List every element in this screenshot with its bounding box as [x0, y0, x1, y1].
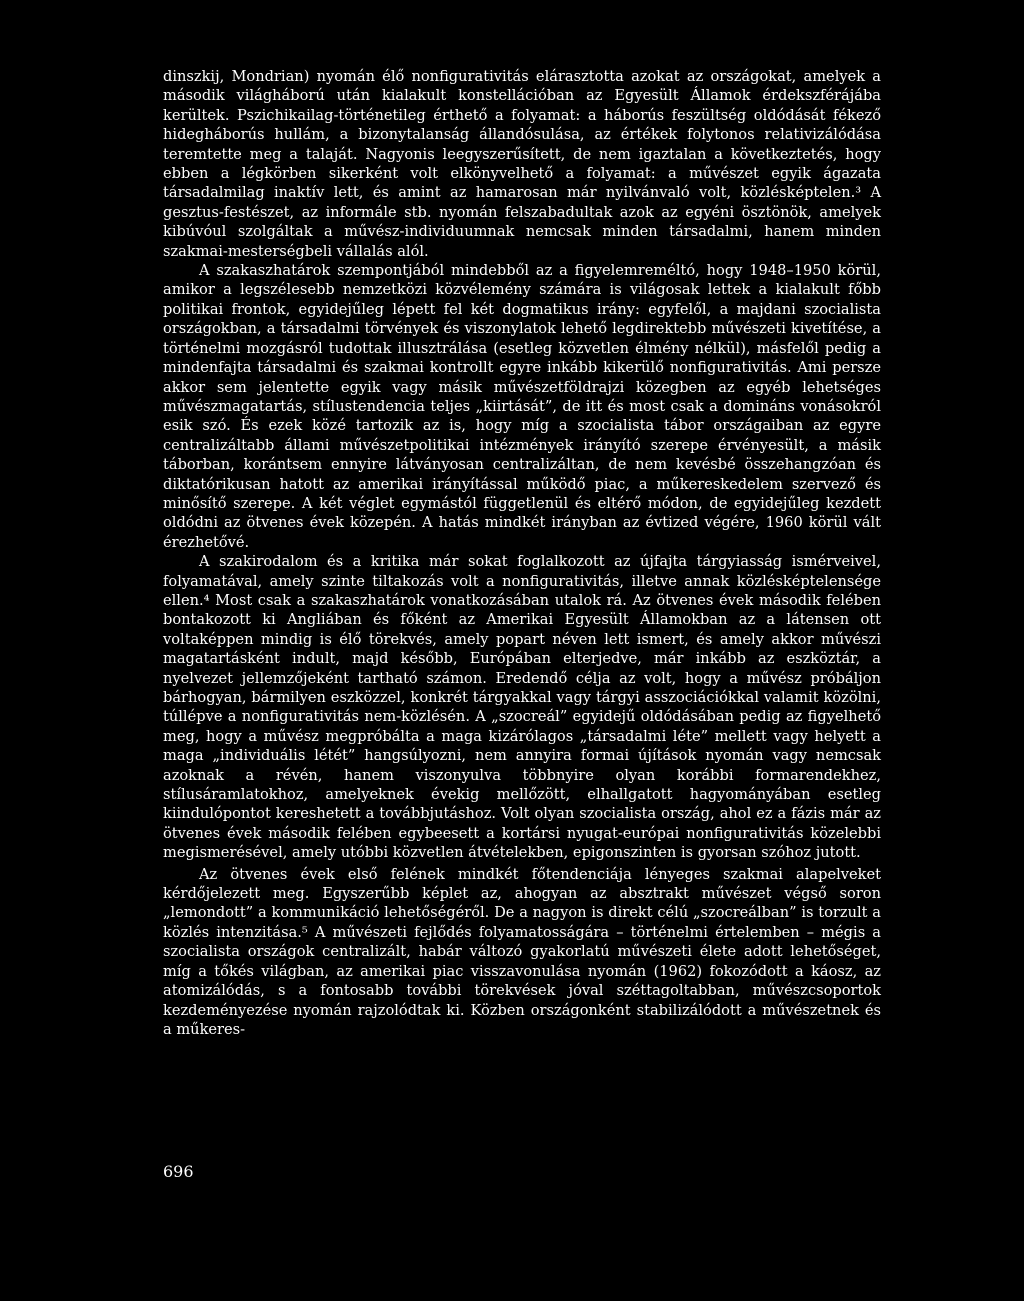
paragraph: dinszkij, Mondrian) nyomán élő nonfigurativitás elárasztotta azokat az országokat, amelyek a második világháború után kialakult konstellációban az Egyesült Államok érdekszférájába kerültek. Pszichikailag-történetileg érthető a folyamat: a háborús feszültség oldódását fékező hidegháborús hullám, a bizonytalanság állandósulása, az értékek folytonos relativizálódása teremtette meg a talaját. Nagyonis leegyszerűsített, de nem igaztalan a következtetés, hogy ebben a légkörben sikerként volt elkönyvelhető a folyamat: a művészet egyik ágazata társadalmilag inaktív lett, és amint az hamarosan már nyilvánvaló volt, közlésképtelen.³ A gesztus-festészet, az informále stb. nyomán felszabadultak azok az egyéni ösztönök, amelyek kibúvóul szolgáltak a művész-individuumnak nemcsak minden társadalmi, hanem minden szakmai-mesterségbeli vállalás alól.: [163, 68, 881, 260]
body-text: [163, 67, 881, 1039]
page-number: 696: [163, 1162, 194, 1181]
paragraph: A szakaszhatárok szempontjából mindebből az a figyelemreméltó, hogy 1948–1950 körül, amikor a legszélesebb nemzetközi közvélemény számára is világosak lettek a kialakult főbb politikai frontok, egyidejűleg lépett fel két dogmatikus irány: egyfelől, a majdani szocialista országokban, a társadalmi törvények és viszonylatok lehető legdirektebb művészeti kivetítése, a történelmi mozgásról tudottak illusztrálása (esetleg közvetlen élmény nélkül), másfelől pedig a mindenfajta társadalmi és szakmai kontrollt egyre inkább kikerülő nonfigurativitás. Ami persze akkor sem jelentette egyik vagy másik művészetföldrajzi közegben az egyéb lehetséges művészmagatartás, stílustendencia teljes „kiirtását”, de itt és most csak a domináns vonásokról esik szó. És ezek közé tartozik az is, hogy míg a szocialista tábor országaiban az egyre centralizáltabb állami művészetpolitikai intézmények irányító szerepe érvényesült, a másik táborban, korántsem ennyire látványosan centralizáltan, de nem kevésbé összehangzóan és diktatórikusan hatott az amerikai irányítással működő piac, a műkereskedelem szervező és minősítő szerepe. A két véglet egymástól függetlenül és eltérő módon, de egyidejűleg kezdett oldódni az ötvenes évek közepén. A hatás mindkét irányban az évtized végére, 1960 körül vált érezhetővé.: [163, 262, 881, 551]
paragraph: Az ötvenes évek első felének mindkét főtendenciája lényeges szakmai alapelveket kérdőjelezett meg. Egyszerűbb képlet az, ahogyan az absztrakt művészet végső soron „lemondott” a kommunikáció lehetőségéről. De a nagyon is direkt célú „szocreálban” is torzult a közlés intenzitása.⁵ A művészeti fejlődés folyamatosságára – történelmi értelemben – mégis a szocialista országok centralizált, habár változó gyakorlatú művészeti élete adott lehetőséget, míg a tőkés világban, az amerikai piac visszavonulása nyomán (1962) fokozódott a káosz, az atomizálódás, s a fontosabb további törekvések jóval széttagoltabban, művészcsoportok kezdeményezése nyomán rajzolódtak ki. Közben országonként stabilizálódott a művészetnek és a műkeres-: [163, 865, 881, 1038]
paragraph: A szakirodalom és a kritika már sokat foglalkozott az újfajta tárgyiasság ismérveivel, folyamatával, amely szinte tiltakozás volt a nonfigurativitás, illetve annak közlésképtelensége ellen.⁴ Most csak a szakaszhatárok vonatkozásában utalok rá. Az ötvenes évek második felében bontakozott ki Angliában és főként az Amerikai Egyesült Államokban az a látensen ott voltaképpen mindig is élő törekvés, amely popart néven lett ismert, és amely akkor művészi magatartásként indult, majd később, Európában elterjedve, már inkább az eszköztár, a nyelvezet jellemzőjeként tartható számon. Eredendő célja az volt, hogy a művész próbáljon bárhogyan, bármilyen eszközzel, konkrét tárgyakkal vagy tárgyi asszociációkkal valamit közölni, túllépve a nonfigurativitás nem-közlésén. A „szocreál” egyidejű oldódásában pedig az figyelhető meg, hogy a művész megpróbálta a maga kizárólagos „társadalmi léte” mellett vagy helyett a maga „individuális létét” hangsúlyozni, nem annyira formai újítások nyomán vagy nemcsak azoknak a révén, hanem viszonyulva többnyire olyan korábbi formarendekhez, stílusáramlatokhoz, amelyeknek évekig mellőzött, elhallgatott hagyományában esetleg kiindulópontot kereshetett a továbbjutáshoz. Volt olyan szocialista ország, ahol ez a fázis már az ötvenes évek második felében egybeesett a kortársi nyugat-európai nonfigurativitás közelebbi megismerésével, amely utóbbi közvetlen átvételekben, epigonszinten is gyorsan szóhoz jutott.: [163, 553, 881, 862]
